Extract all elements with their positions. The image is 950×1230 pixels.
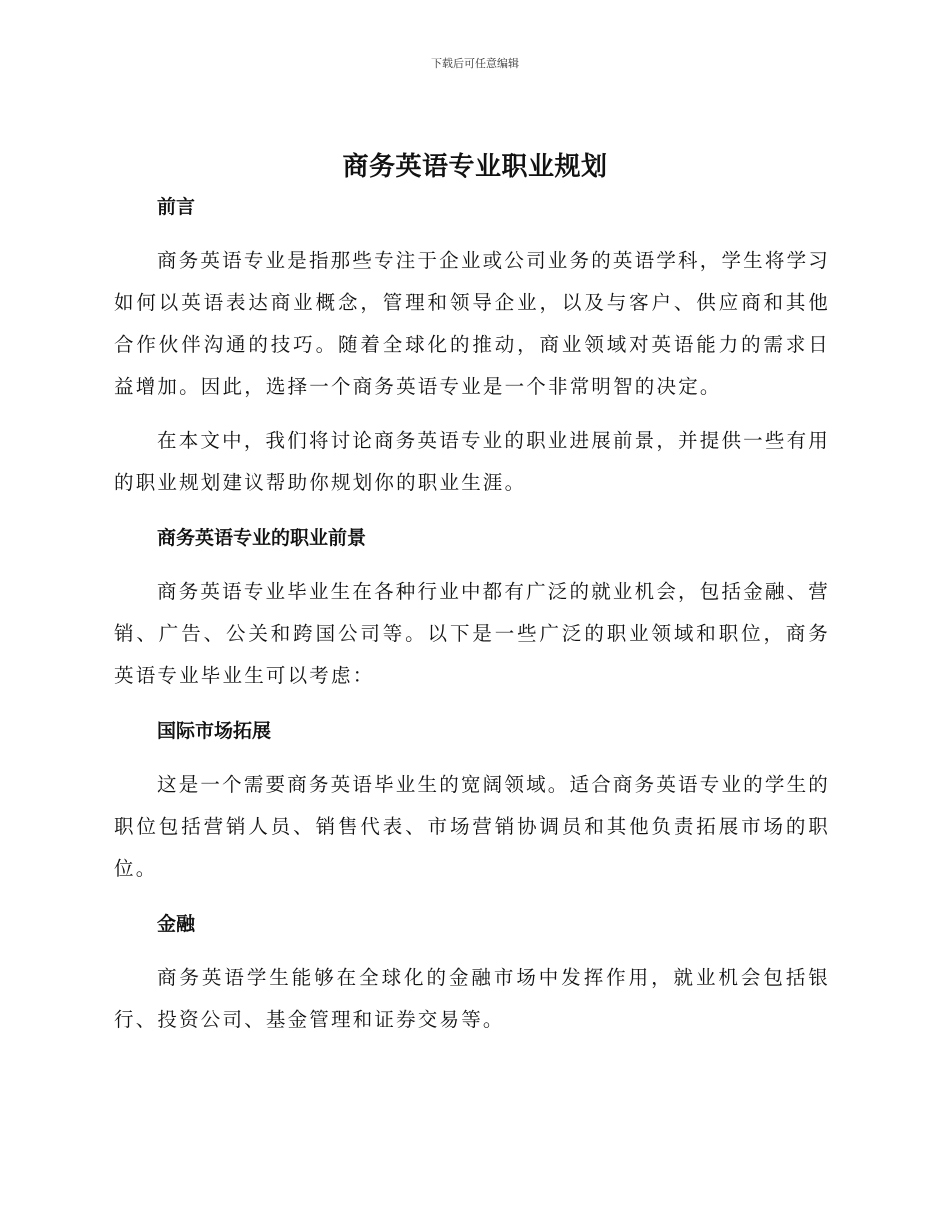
document-body xyxy=(114,192,830,1041)
paragraph-prospects-1: 商务英语专业毕业生在各种行业中都有广泛的就业机会，包括金融、营销、广告、公关和跨国公司等。以下是一些广泛的职业领域和职位，商务英语专业毕业生可以考虑： xyxy=(114,580,830,687)
paragraph-preface-1: 商务英语专业是指那些专注于企业或公司业务的英语学科，学生将学习如何以英语表达商业概念，管理和领导企业，以及与客户、供应商和其他合作伙伴沟通的技巧。随着全球化的推动，商业领域对英语能力的需求日益增加。因此，选择一个商务英语专业是一个非常明智的决定。 xyxy=(114,249,830,398)
section-heading-preface: 前言 xyxy=(157,196,196,218)
section-heading-finance: 金融 xyxy=(157,913,196,935)
paragraph-preface-2: 在本文中，我们将讨论商务英语专业的职业进展前景，并提供一些有用的职业规划建议帮助你规划你的职业生涯。 xyxy=(114,429,830,494)
section-heading-market: 国际市场拓展 xyxy=(157,720,272,742)
paragraph-market-1: 这是一个需要商务英语毕业生的宽阔领域。适合商务英语专业的学生的职位包括营销人员、销售代表、市场营销协调员和其他负责拓展市场的职位。 xyxy=(114,773,830,880)
paragraph-finance-1: 商务英语学生能够在全球化的金融市场中发挥作用，就业机会包括银行、投资公司、基金管理和证券交易等。 xyxy=(114,966,830,1031)
section-heading-prospects: 商务英语专业的职业前景 xyxy=(157,527,367,549)
header-note: 下载后可任意编辑 xyxy=(431,57,519,70)
document-title: 商务英语专业职业规划 xyxy=(342,152,608,182)
